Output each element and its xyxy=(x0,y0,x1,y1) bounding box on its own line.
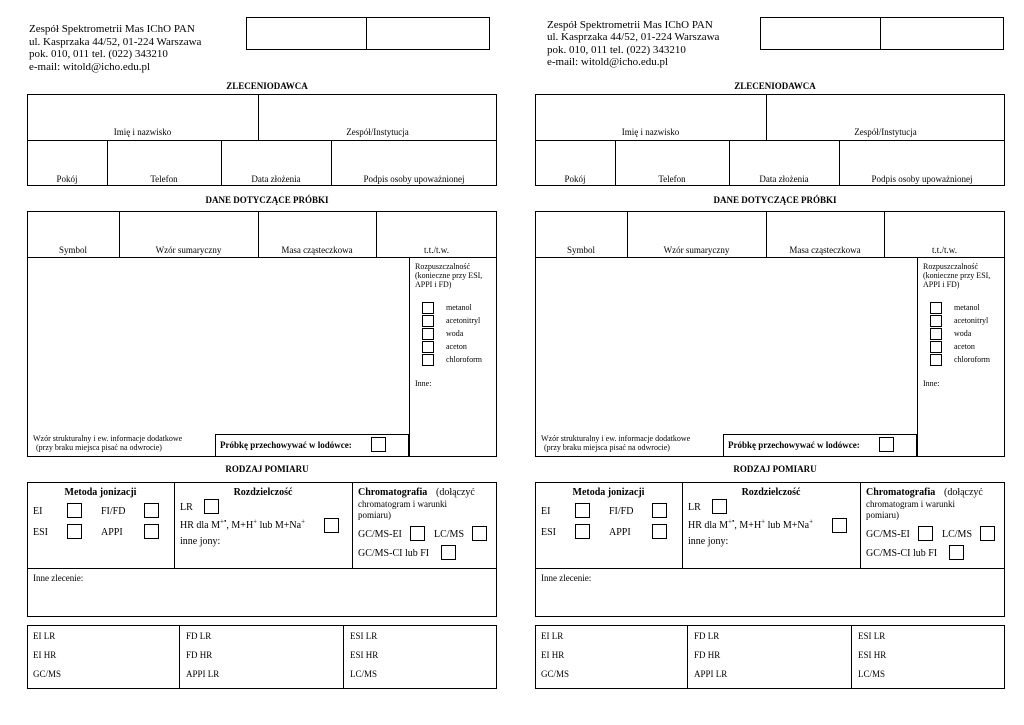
hr-prefix: HR dla M xyxy=(688,520,728,531)
solvent-label: chloroform xyxy=(954,355,990,364)
sample-row-divider xyxy=(27,257,497,258)
code-item: ESI LR xyxy=(858,631,886,641)
hr-label: HR dla M+•, M+H+ lub M+Na+ xyxy=(688,517,814,531)
lcms-label: LC/MS xyxy=(942,529,973,540)
client-section-title: ZLECENIODAWCA xyxy=(226,81,308,91)
gcms-ei-checkbox[interactable] xyxy=(410,526,425,541)
solvent-checkbox[interactable] xyxy=(930,315,942,327)
codes-col-divider xyxy=(179,625,180,689)
esi-label: ESI xyxy=(33,527,48,538)
esi-checkbox[interactable] xyxy=(67,524,82,539)
form-copy-right xyxy=(535,0,1015,725)
code-item: GC/MS xyxy=(33,669,62,679)
registration-divider xyxy=(880,17,881,50)
mp-label: t.t./t.w. xyxy=(424,245,449,255)
lab-address: ul. Kasprzaka 44/52, 01-224 Warszawa xyxy=(29,36,202,48)
client-row-divider xyxy=(27,140,497,141)
chroma-note: pomiaru) xyxy=(358,510,391,520)
lcms-label: LC/MS xyxy=(434,529,465,540)
codes-col-divider xyxy=(687,625,688,689)
code-item: ESI HR xyxy=(350,650,379,660)
registration-box[interactable] xyxy=(246,17,490,50)
registration-box[interactable] xyxy=(760,17,1004,50)
resolution-title: Rozdzielczość xyxy=(741,487,801,498)
structure-label: Wzór strukturalny i ew. informacje dodatkowe xyxy=(541,434,691,443)
solvent-label: acetonitryl xyxy=(446,316,481,325)
code-item: FD LR xyxy=(694,631,720,641)
name-label: Imię i nazwisko xyxy=(621,127,680,137)
symbol-label: Symbol xyxy=(58,245,87,255)
chroma-note: chromatogram i warunki xyxy=(866,499,955,509)
code-item: ESI HR xyxy=(858,650,887,660)
sample-row-divider xyxy=(535,257,1005,258)
solvent-checkbox[interactable] xyxy=(422,315,434,327)
code-item: FD HR xyxy=(186,650,213,660)
lab-phone: pok. 010, 011 tel. (022) 343210 xyxy=(29,48,168,60)
hr-suffix: , M+H xyxy=(226,520,254,531)
sample-section-title: DANE DOTYCZĄCE PRÓBKI xyxy=(713,195,837,205)
formula-label: Wzór sumaryczny xyxy=(663,245,730,255)
solvent-checkbox[interactable] xyxy=(422,328,434,340)
solvent-label: acetonitryl xyxy=(954,316,989,325)
lr-label: LR xyxy=(180,502,193,513)
hr-or: lub M+Na xyxy=(257,520,302,531)
code-item: LC/MS xyxy=(858,669,886,679)
appi-label: APPI xyxy=(609,527,631,538)
mass-label: Masa cząsteczkowa xyxy=(789,245,861,255)
measurement-col-divider xyxy=(860,482,861,568)
lab-address: ul. Kasprzaka 44/52, 01-224 Warszawa xyxy=(547,31,720,43)
solubility-note: (konieczne przy ESI, xyxy=(923,271,991,280)
lab-email: e-mail: witold@icho.edu.pl xyxy=(29,61,151,73)
code-item: EI LR xyxy=(541,631,564,641)
phone-label: Telefon xyxy=(658,174,686,184)
solvent-label: woda xyxy=(954,329,972,338)
code-item: FD LR xyxy=(186,631,212,641)
lab-name: Zespół Spektrometrii Mas IChO PAN xyxy=(547,19,713,31)
solubility-note: APPI i FD) xyxy=(415,280,452,289)
sample-section-title: DANE DOTYCZĄCE PRÓBKI xyxy=(205,195,329,205)
measurement-row-divider xyxy=(27,568,497,569)
solvent-checkbox[interactable] xyxy=(422,302,434,314)
gcms-ci-checkbox[interactable] xyxy=(441,545,456,560)
other-order-label: Inne zlecenie: xyxy=(33,573,84,583)
solvent-label: metanol xyxy=(446,303,472,312)
code-item: APPI LR xyxy=(186,669,220,679)
signature-label: Podpis osoby upoważnionej xyxy=(871,174,973,184)
solubility-note: APPI i FD) xyxy=(923,280,960,289)
hr-checkbox[interactable] xyxy=(324,518,339,533)
date-label: Data złożenia xyxy=(251,174,301,184)
ei-checkbox[interactable] xyxy=(575,503,590,518)
esi-checkbox[interactable] xyxy=(575,524,590,539)
signature-label: Podpis osoby upoważnionej xyxy=(363,174,465,184)
code-item: EI HR xyxy=(33,650,57,660)
hr-prefix: HR dla M xyxy=(180,520,220,531)
fi-fd-label: FI/FD xyxy=(609,506,634,517)
solvent-checkbox[interactable] xyxy=(930,341,942,353)
symbol-label: Symbol xyxy=(566,245,595,255)
code-item: GC/MS xyxy=(541,669,570,679)
solvent-label: woda xyxy=(446,329,464,338)
codes-table xyxy=(535,625,1005,689)
fi-fd-label: FI/FD xyxy=(101,506,126,517)
chroma-note: chromatogram i warunki xyxy=(358,499,447,509)
form-copy-left xyxy=(27,0,507,725)
team-label: Zespół/Instytucja xyxy=(854,127,917,137)
measurement-row-divider xyxy=(535,568,1005,569)
solvent-label: metanol xyxy=(954,303,980,312)
chroma-note: (dołączyć xyxy=(436,487,475,498)
gcms-ei-label: GC/MS-EI xyxy=(866,529,910,540)
appi-label: APPI xyxy=(101,527,123,538)
solvent-checkbox[interactable] xyxy=(930,302,942,314)
other-order-label: Inne zlecenie: xyxy=(541,573,592,583)
other-ions-label: inne jony: xyxy=(688,536,729,547)
chroma-note: (dołączyć xyxy=(944,487,983,498)
formula-label: Wzór sumaryczny xyxy=(155,245,222,255)
fi-fd-checkbox[interactable] xyxy=(144,503,159,518)
fridge-label: Próbkę przechowywać w lodówce: xyxy=(220,440,352,450)
code-item: APPI LR xyxy=(694,669,728,679)
solubility-title: Rozpuszczalność xyxy=(415,262,471,271)
solubility-divider xyxy=(917,257,918,457)
solvent-checkbox[interactable] xyxy=(930,354,942,366)
client-row-divider xyxy=(535,140,1005,141)
code-item: ESI LR xyxy=(350,631,378,641)
solvent-label: aceton xyxy=(954,342,975,351)
solvent-checkbox[interactable] xyxy=(930,328,942,340)
hr-suffix: , M+H xyxy=(734,520,762,531)
code-item: EI HR xyxy=(541,650,565,660)
chroma-note: pomiaru) xyxy=(866,510,899,520)
mp-label: t.t./t.w. xyxy=(932,245,957,255)
structure-note: (przy braku miejsca pisać na odwrocie) xyxy=(36,443,162,452)
registration-divider xyxy=(366,17,367,50)
codes-col-divider xyxy=(343,625,344,689)
fi-fd-checkbox[interactable] xyxy=(652,503,667,518)
lcms-checkbox[interactable] xyxy=(980,526,995,541)
phone-label: Telefon xyxy=(150,174,178,184)
ei-checkbox[interactable] xyxy=(67,503,82,518)
fridge-checkbox[interactable] xyxy=(371,437,386,452)
other-solvent-label: Inne: xyxy=(415,379,432,388)
lcms-checkbox[interactable] xyxy=(472,526,487,541)
client-section-title: ZLECENIODAWCA xyxy=(734,81,816,91)
fridge-checkbox[interactable] xyxy=(879,437,894,452)
ionization-title: Metoda jonizacji xyxy=(572,487,645,498)
solvent-checkbox[interactable] xyxy=(422,341,434,353)
lab-name: Zespół Spektrometrii Mas IChO PAN xyxy=(29,23,195,35)
ei-label: EI xyxy=(541,506,551,517)
solubility-divider xyxy=(409,257,410,457)
resolution-title: Rozdzielczość xyxy=(233,487,293,498)
code-item: LC/MS xyxy=(350,669,378,679)
solvent-checkbox[interactable] xyxy=(422,354,434,366)
other-ions-label: inne jony: xyxy=(180,536,221,547)
gcms-ci-checkbox[interactable] xyxy=(949,545,964,560)
hr-label: HR dla M+•, M+H+ lub M+Na+ xyxy=(180,517,306,531)
solubility-note: (konieczne przy ESI, xyxy=(415,271,483,280)
date-label: Data złożenia xyxy=(759,174,809,184)
mass-label: Masa cząsteczkowa xyxy=(281,245,353,255)
ionization-title: Metoda jonizacji xyxy=(64,487,137,498)
team-label: Zespół/Instytucja xyxy=(346,127,409,137)
lr-checkbox[interactable] xyxy=(204,499,219,514)
appi-checkbox[interactable] xyxy=(652,524,667,539)
code-item: EI LR xyxy=(33,631,56,641)
solvent-label: aceton xyxy=(446,342,467,351)
name-label: Imię i nazwisko xyxy=(113,127,172,137)
appi-checkbox[interactable] xyxy=(144,524,159,539)
lab-email: e-mail: witold@icho.edu.pl xyxy=(547,56,669,68)
solvent-label: chloroform xyxy=(446,355,482,364)
ei-label: EI xyxy=(33,506,43,517)
measurement-section-title: RODZAJ POMIARU xyxy=(225,464,309,474)
lab-phone: pok. 010, 011 tel. (022) 343210 xyxy=(547,44,686,56)
gcms-ei-checkbox[interactable] xyxy=(918,526,933,541)
solubility-title: Rozpuszczalność xyxy=(923,262,979,271)
code-item: FD HR xyxy=(694,650,721,660)
room-label: Pokój xyxy=(564,174,586,184)
hr-or: lub M+Na xyxy=(765,520,810,531)
chroma-title: Chromatografia xyxy=(358,487,428,498)
gcms-ci-label: GC/MS-CI lub FI xyxy=(358,548,430,559)
structure-label: Wzór strukturalny i ew. informacje dodatkowe xyxy=(33,434,183,443)
gcms-ei-label: GC/MS-EI xyxy=(358,529,402,540)
other-solvent-label: Inne: xyxy=(923,379,940,388)
gcms-ci-label: GC/MS-CI lub FI xyxy=(866,548,938,559)
codes-col-divider xyxy=(851,625,852,689)
structure-note: (przy braku miejsca pisać na odwrocie) xyxy=(544,443,670,452)
chroma-title: Chromatografia xyxy=(866,487,936,498)
measurement-section-title: RODZAJ POMIARU xyxy=(733,464,817,474)
lr-label: LR xyxy=(688,502,701,513)
esi-label: ESI xyxy=(541,527,556,538)
hr-checkbox[interactable] xyxy=(832,518,847,533)
measurement-col-divider xyxy=(352,482,353,568)
room-label: Pokój xyxy=(56,174,78,184)
codes-table xyxy=(27,625,497,689)
fridge-label: Próbkę przechowywać w lodówce: xyxy=(728,440,860,450)
lr-checkbox[interactable] xyxy=(712,499,727,514)
